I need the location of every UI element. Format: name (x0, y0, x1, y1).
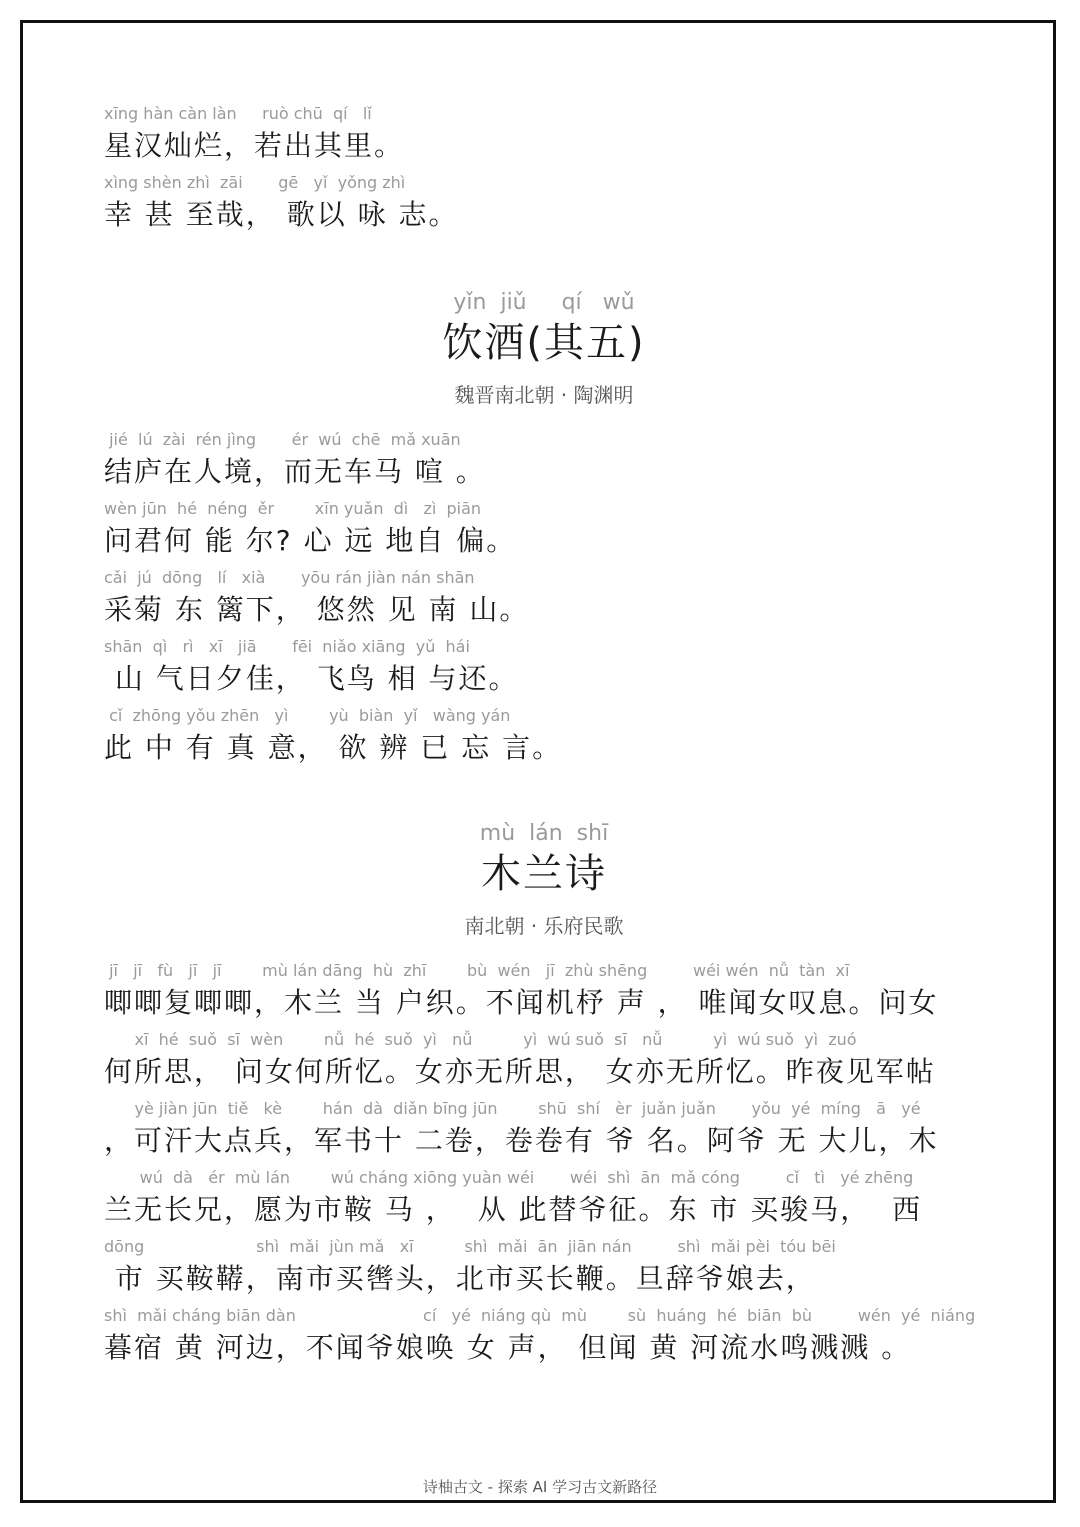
poem-line (104, 1097, 984, 1166)
poem-line (104, 704, 984, 773)
poem-line (104, 1235, 984, 1304)
poem3 (104, 819, 984, 1364)
hanzi-line: 此 中 有 真 意， 欲 辨 已 忘 言。 (104, 731, 563, 764)
hanzi-line: 采菊 东 篱下， 悠然 见 南 山。 (104, 593, 530, 626)
hanzi-line: 何所思， 问女何所忆。女亦无所思， 女亦无所忆。昨夜见军帖 (104, 1055, 936, 1088)
poem-title: 饮酒(其五) (442, 320, 646, 366)
hanzi-line: 结庐在人境，而无车马 喧 。 (104, 455, 486, 488)
pinyin-line: wú dà ér mù lán wú cháng xiōng yuàn wéi wéi shì ān mǎ cóng cǐ tì yé zhēng (104, 1168, 914, 1187)
poem-body (104, 959, 984, 1373)
hanzi-line: 幸 甚 至哉， 歌以 咏 志。 (104, 198, 459, 231)
hanzi-line: 兰无长兄，愿为市鞍 马 ， 从 此替爷征。东 市 买骏马， 西 (104, 1193, 923, 1226)
hanzi-line: 唧唧复唧唧，木兰 当 户织。不闻机杼 声 ， 唯闻女叹息。问女 (104, 986, 939, 1019)
poem-title-block (104, 819, 984, 941)
poem-line (104, 959, 984, 1028)
poem-line (104, 635, 984, 704)
poem-line (104, 1028, 984, 1097)
poem-author: 南北朝 · 乐府民歌 (464, 914, 624, 938)
pinyin-line: wèn jūn hé néng ěr xīn yuǎn dì zì piān (104, 499, 482, 518)
poem2 (104, 288, 984, 764)
poem-content (104, 102, 984, 1402)
pinyin-line: shì mǎi cháng biān dàn cí yé niáng qù mù sù huáng hé biān bù wén yé niáng (104, 1306, 976, 1325)
poem-body (104, 428, 984, 773)
hanzi-line: 市 买鞍鞯，南市买辔头，北市买长鞭。旦辞爷娘去， (104, 1262, 816, 1295)
pinyin-line: yè jiàn jūn tiě kè hán dà diǎn bīng jūn shū shí èr juǎn juǎn yǒu yé míng ā yé (104, 1099, 921, 1118)
poem-title-block (104, 288, 984, 410)
pinyin-line: jié lú zài rén jìng ér wú chē mǎ xuān (104, 430, 461, 449)
poem-author: 魏晋南北朝 · 陶渊明 (454, 383, 634, 407)
poem-line (104, 171, 984, 240)
pinyin-line: xìng shèn zhì zāi gē yǐ yǒng zhì (104, 173, 406, 192)
hanzi-line: ，可汗大点兵，军书十 二卷，卷卷有 爷 名。阿爷 无 大儿，木 (104, 1124, 939, 1157)
poem1-tail (104, 102, 984, 240)
hanzi-line: 问君何 能 尔? 心 远 地自 偏。 (104, 524, 517, 557)
pinyin-line: shān qì rì xī jiā fēi niǎo xiāng yǔ hái (104, 637, 470, 656)
hanzi-line: 暮宿 黄 河边，不闻爷娘唤 女 声， 但闻 黄 河流水鸣溅溅 。 (104, 1331, 912, 1364)
pinyin-line: dōng shì mǎi jùn mǎ xī shì mǎi ān jiān nán shì mǎi pèi tóu bēi (104, 1237, 836, 1256)
pinyin-line: cǎi jú dōng lí xià yōu rán jiàn nán shān (104, 568, 475, 587)
poem-line (104, 428, 984, 497)
poem-line (104, 1304, 984, 1373)
hanzi-line: 山 气日夕佳， 飞鸟 相 与还。 (104, 662, 519, 695)
hanzi-line: 星汉灿烂，若出其里。 (104, 129, 405, 162)
title-pinyin: mù lán shī (479, 821, 609, 846)
pinyin-line: xīng hàn càn làn ruò chū qí lǐ (104, 104, 372, 123)
poem-line (104, 102, 984, 171)
poem-title: 木兰诗 (481, 851, 607, 897)
footer-tagline: 诗柚古文 - 探索 AI 学习古文新路径 (422, 1478, 658, 1496)
pinyin-line: jī jī fù jī jī mù lán dāng hù zhī bù wén jī zhù shēng wéi wén nǚ tàn xī (104, 961, 850, 980)
title-pinyin: yǐn jiǔ qí wǔ (453, 290, 635, 315)
pinyin-line: cǐ zhōng yǒu zhēn yì yù biàn yǐ wàng yán (104, 706, 511, 725)
poem-line (104, 566, 984, 635)
poem-line (104, 1166, 984, 1235)
pinyin-line: xī hé suǒ sī wèn nǚ hé suǒ yì nǚ yì wú suǒ sī nǚ yì wú suǒ yì zuó (104, 1030, 857, 1049)
poem-line (104, 497, 984, 566)
